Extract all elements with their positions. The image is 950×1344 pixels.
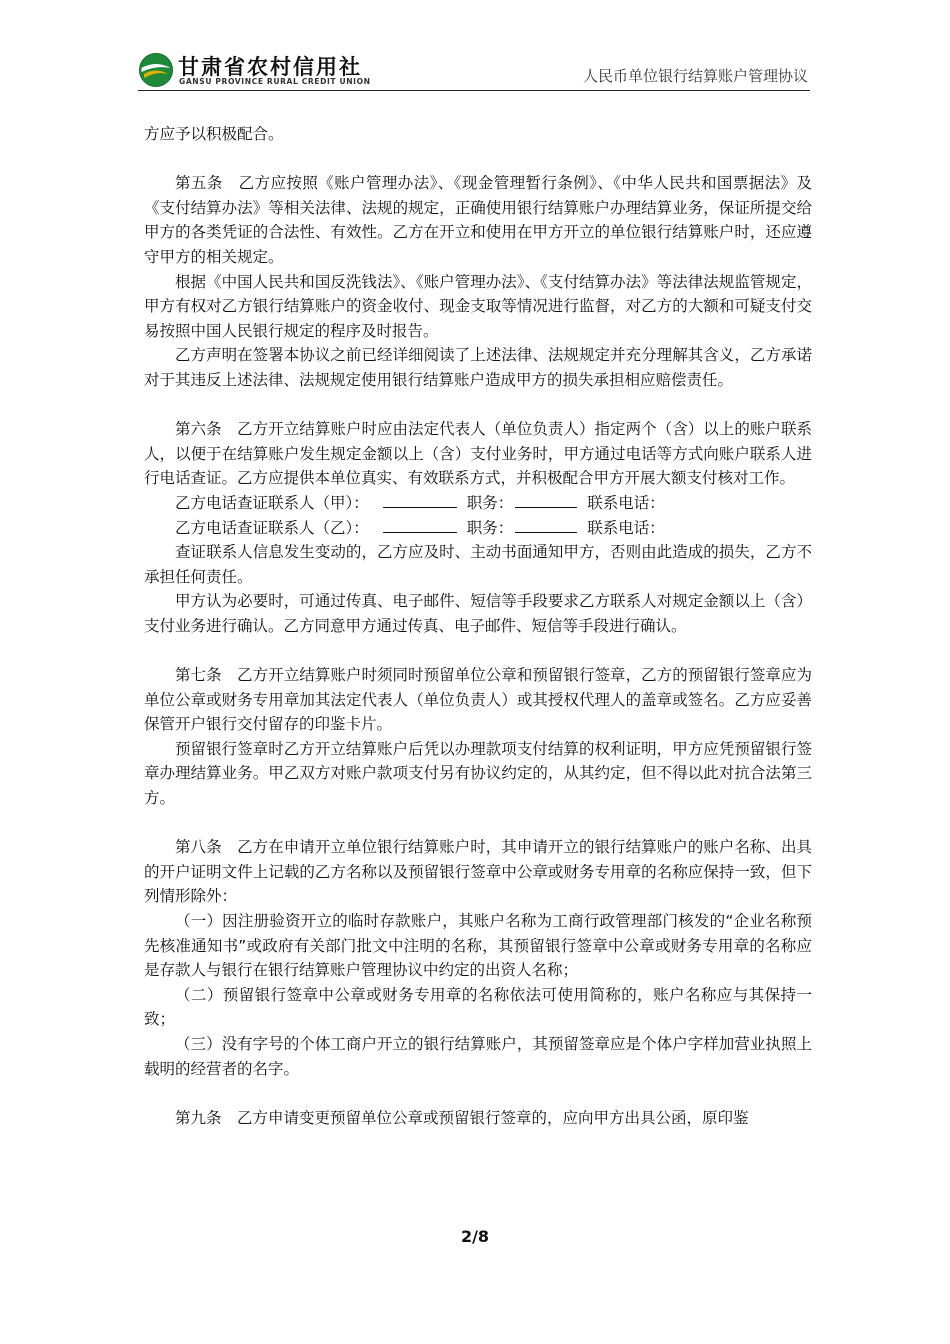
article-6-paragraph-3: 甲方认为必要时，可通过传真、电子邮件、短信等手段要求乙方联系人对规定金额以上（含）支付业务进行确认。乙方同意甲方通过传真、电子邮件、短信等手段进行确认。 xyxy=(144,592,812,635)
article-5-paragraph-1: 第五条 乙方应按照《账户管理办法》、《现金管理暂行条例》、《中华人民共和国票据法》及《支付结算办法》等相关法律、法规的规定，正确使用银行结算账户办理结算业务，保证所提交给甲方的各类凭证的合法性、有效性。乙方在开立和使用在甲方开立的单位银行结算账户时，还应遵守甲方的相关规定。 xyxy=(144,174,812,266)
brand-english-name: GANSU PROVINCE RURAL CREDIT UNION xyxy=(179,77,371,86)
article-6-paragraph-2: 查证联系人信息发生变动的，乙方应及时、主动书面通知甲方，否则由此造成的损失，乙方不承担任何责任。 xyxy=(144,543,812,586)
article-5-paragraph-2: 根据《中国人民共和国反洗钱法》、《账户管理办法》、《支付结算办法》等法律法规监管规定，甲方有权对乙方银行结算账户的资金收付、现金支取等情况进行监督，对乙方的大额和可疑支付交易按照中国人民银行规定的程序及时报告。 xyxy=(144,272,812,340)
header-divider xyxy=(138,90,810,91)
article-8-item-2: （二）预留银行签章中公章或财务专用章的名称依法可使用简称的，账户名称应与其保持一致； xyxy=(144,985,812,1029)
article-9-paragraph-1: 第九条 乙方申请变更预留单位公章或预留银行签章的，应向甲方出具公函，原印鉴 xyxy=(175,1108,749,1127)
brand-name: 甘肃省农村信用社 xyxy=(178,55,362,79)
agreement-body xyxy=(144,122,812,1130)
article-8-item-3: （三）没有字号的个体工商户开立的银行结算账户，其预留签章应是个体户字样加营业执照上载明的经营者的名字。 xyxy=(144,1034,812,1078)
article-7-paragraph-1: 第七条 乙方开立结算账户时须同时预留单位公章和预留银行签章，乙方的预留银行签章应为单位公章或财务专用章加其法定代表人（单位负责人）或其授权代理人的盖章或签名。乙方应妥善保管开户银行交付留存的印鉴卡片。 xyxy=(144,666,812,734)
contact-b-label: 乙方电话查证联系人（乙）： xyxy=(175,518,369,537)
contact-a-position-label: 职务： xyxy=(466,493,514,512)
article-8-paragraph-1: 第八条 乙方在申请开立单位银行结算账户时，其申请开立的银行结算账户的账户名称、出具的开户证明文件上记载的乙方名称以及预留银行签章中公章或财务专用章的名称应保持一致，但下列情形除外： xyxy=(144,838,812,906)
contact-a-phone-label: 联系电话： xyxy=(587,493,665,512)
contact-b-position-label: 职务： xyxy=(466,518,514,537)
article-7-paragraph-2: 预留银行签章时乙方开立结算账户后凭以办理款项支付结算的权利证明，甲方应凭预留银行签章办理结算业务。甲乙双方对账户款项支付另有协议约定的，从其约定，但不得以此对抗合法第三方。 xyxy=(144,739,812,808)
document-title: 人民币单位银行结算账户管理协议 xyxy=(582,67,808,85)
contact-b-position-blank[interactable] xyxy=(515,531,577,533)
contact-b-phone-label: 联系电话： xyxy=(587,518,665,537)
contact-b-name-blank[interactable] xyxy=(383,531,457,533)
rural-credit-union-logo-icon xyxy=(138,52,174,88)
contact-b-line xyxy=(144,516,812,541)
article-5-paragraph-3: 乙方声明在签署本协议之前已经详细阅读了上述法律、法规规定并充分理解其含义，乙方承诺对于其违反上述法律、法规规定使用银行结算账户造成甲方的损失承担相应赔偿责任。 xyxy=(144,346,812,389)
article-6-paragraph-1: 第六条 乙方开立结算账户时应由法定代表人（单位负责人）指定两个（含）以上的账户联系人，以便于在结算账户发生规定金额以上（含）支付业务时，甲方通过电话等方式向账户联系人进行电话查证。乙方应提供本单位真实、有效联系方式，并积极配合甲方开展大额支付核对工作。 xyxy=(144,420,812,488)
contact-a-line xyxy=(144,491,812,516)
contact-a-position-blank[interactable] xyxy=(515,506,577,508)
contact-a-label: 乙方电话查证联系人（甲）： xyxy=(175,493,369,512)
page-number: 2/8 xyxy=(460,1227,490,1246)
page-header xyxy=(138,48,810,90)
paragraph-continued: 方应予以积极配合。 xyxy=(144,125,284,143)
article-8-item-1: （一）因注册验资开立的临时存款账户，其账户名称为工商行政管理部门核发的“企业名称预先核准通知书”或政府有关部门批文中注明的名称，其预留银行签章中公章或财务专用章的名称应是存款人与银行在银行结算账户管理协议中约定的出资人名称； xyxy=(144,912,812,980)
contact-a-name-blank[interactable] xyxy=(383,506,457,508)
